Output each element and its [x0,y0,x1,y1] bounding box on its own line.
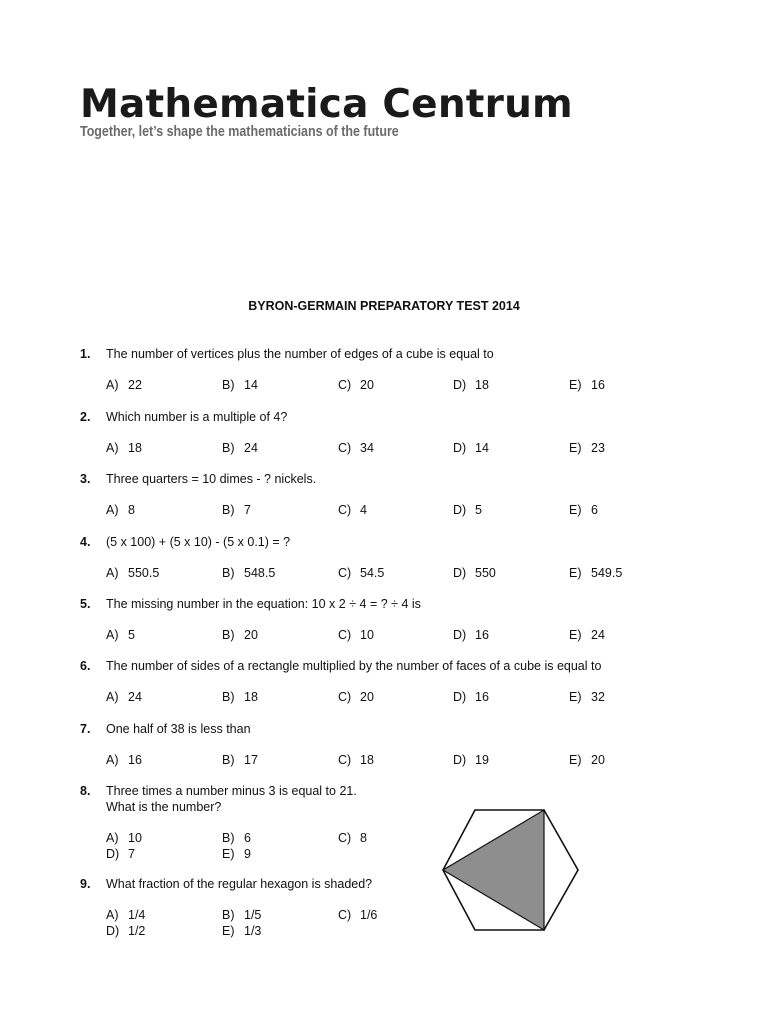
option-letter: C) [338,753,352,767]
answer-option[interactable] [569,377,605,393]
option-value: 19 [475,753,489,767]
question-1 [80,346,680,393]
option-value: 17 [244,753,258,767]
hexagon-figure [441,808,581,934]
option-letter: D) [453,566,467,580]
option-letter: C) [338,441,352,455]
answer-option[interactable] [106,377,142,393]
answer-options [80,627,680,643]
option-letter: A) [106,378,119,392]
option-value: 5 [475,503,482,517]
answer-option[interactable] [569,440,605,456]
answer-option[interactable] [569,752,605,768]
option-letter: D) [453,628,467,642]
option-letter: A) [106,503,119,517]
question-number: 9. [80,877,91,891]
question-8 [80,783,680,862]
option-letter: D) [106,924,120,938]
question-text: The missing number in the equation: 10 x 2 ÷ 4 = ? ÷ 4 is [106,597,421,611]
option-letter: C) [338,628,352,642]
answer-option[interactable] [222,565,275,581]
question-2 [80,409,680,456]
shaded-triangle [443,810,544,930]
option-letter: A) [106,690,119,704]
option-letter: E) [569,503,582,517]
option-letter: E) [222,847,235,861]
answer-options [80,440,680,456]
answer-option[interactable] [222,502,251,518]
option-letter: B) [222,690,235,704]
question-number: 5. [80,597,91,611]
option-letter: A) [106,831,119,845]
option-value: 4 [360,503,367,517]
test-title: BYRON-GERMAIN PREPARATORY TEST 2014 [248,299,520,313]
answer-option[interactable] [453,752,489,768]
answer-option[interactable] [106,627,135,643]
answer-option[interactable] [338,689,374,705]
option-letter: E) [569,628,582,642]
question-7 [80,721,680,768]
option-letter: B) [222,441,235,455]
option-letter: D) [453,441,467,455]
question-number: 3. [80,472,91,486]
option-value: 34 [360,441,374,455]
answer-option[interactable] [338,830,367,846]
option-value: 9 [244,847,251,861]
answer-options [80,923,680,939]
option-letter: C) [338,566,352,580]
option-letter: D) [106,847,120,861]
option-value: 32 [591,690,605,704]
question-3 [80,471,680,518]
question-text: What fraction of the regular hexagon is shaded? [106,877,373,891]
option-value: 18 [128,441,142,455]
answer-option[interactable] [106,830,142,846]
option-value: 16 [591,378,605,392]
option-letter: C) [338,690,352,704]
option-value: 8 [360,831,367,845]
answer-options [80,565,680,581]
question-number: 7. [80,722,91,736]
question-9 [80,876,680,939]
option-letter: B) [222,628,235,642]
option-value: 1/2 [128,924,146,938]
option-value: 550 [475,566,496,580]
question-number: 2. [80,410,91,424]
answer-option[interactable] [338,502,367,518]
answer-option[interactable] [453,377,489,393]
option-value: 8 [128,503,135,517]
answer-option[interactable] [222,689,258,705]
question-text: One half of 38 is less than [106,722,251,736]
answer-options [80,689,680,705]
answer-option[interactable] [453,689,489,705]
option-letter: D) [453,378,467,392]
option-value: 548.5 [244,566,276,580]
option-letter: B) [222,831,235,845]
question-number: 1. [80,347,91,361]
answer-option[interactable] [106,565,159,581]
brand-title: Mathematica Centrum [80,82,573,127]
answer-option[interactable] [106,440,142,456]
option-letter: C) [338,503,352,517]
option-value: 1/3 [244,924,262,938]
option-letter: B) [222,378,235,392]
option-value: 20 [360,378,374,392]
question-6 [80,658,680,705]
answer-option[interactable] [106,502,135,518]
question-5 [80,596,680,643]
answer-option[interactable] [338,907,377,923]
option-letter: E) [569,566,582,580]
option-value: 18 [244,690,258,704]
option-value: 24 [244,441,258,455]
answer-option[interactable] [106,752,142,768]
answer-option[interactable] [338,627,374,643]
option-value: 16 [475,690,489,704]
question-text: The number of vertices plus the number of edges of a cube is equal to [106,347,494,361]
answer-option[interactable] [222,440,258,456]
answer-option[interactable] [222,907,261,923]
answer-option[interactable] [106,689,142,705]
option-letter: A) [106,628,119,642]
option-value: 14 [475,441,489,455]
option-value: 23 [591,441,605,455]
option-value: 549.5 [591,566,623,580]
answer-options [80,502,680,518]
option-value: 6 [591,503,598,517]
option-letter: D) [453,690,467,704]
option-value: 18 [475,378,489,392]
option-letter: E) [569,753,582,767]
option-value: 550.5 [128,566,160,580]
header [80,82,573,140]
option-value: 16 [475,628,489,642]
answer-option[interactable] [222,627,258,643]
option-letter: B) [222,908,235,922]
option-value: 22 [128,378,142,392]
option-letter: C) [338,831,352,845]
option-letter: D) [453,753,467,767]
option-letter: C) [338,908,352,922]
option-letter: E) [222,924,235,938]
option-value: 54.5 [360,566,385,580]
option-value: 10 [128,831,142,845]
question-number: 8. [80,784,91,798]
question-text: Three quarters = 10 dimes - ? nickels. [106,472,317,486]
option-value: 20 [360,690,374,704]
answer-option[interactable] [453,565,496,581]
option-letter: B) [222,566,235,580]
option-value: 1/4 [128,908,146,922]
answer-option[interactable] [338,377,374,393]
answer-option[interactable] [453,627,489,643]
answer-options [80,377,680,393]
question-text: What is the number? [106,800,222,814]
answer-options [80,907,680,923]
answer-options [80,846,680,862]
option-value: 10 [360,628,374,642]
option-letter: A) [106,908,119,922]
answer-option[interactable] [338,752,374,768]
option-letter: E) [569,441,582,455]
option-value: 1/6 [360,908,378,922]
answer-option[interactable] [569,627,605,643]
answer-option[interactable] [106,923,145,939]
option-letter: D) [453,503,467,517]
answer-option[interactable] [222,752,258,768]
option-letter: B) [222,753,235,767]
answer-option[interactable] [222,923,261,939]
brand-tagline: Together, let’s shape the mathematicians of the future [80,124,399,140]
answer-option[interactable] [222,846,251,862]
answer-option[interactable] [569,565,622,581]
option-letter: C) [338,378,352,392]
answer-option[interactable] [569,502,598,518]
option-value: 14 [244,378,258,392]
option-value: 20 [591,753,605,767]
option-value: 16 [128,753,142,767]
option-value: 20 [244,628,258,642]
option-letter: A) [106,753,119,767]
answer-option[interactable] [106,846,135,862]
question-4 [80,534,680,581]
option-value: 5 [128,628,135,642]
option-letter: A) [106,566,119,580]
option-letter: A) [106,441,119,455]
answer-option[interactable] [453,502,482,518]
option-value: 7 [244,503,251,517]
answer-option[interactable] [222,830,251,846]
option-value: 1/5 [244,908,262,922]
answer-option[interactable] [569,689,605,705]
option-letter: B) [222,503,235,517]
question-text: (5 x 100) + (5 x 10) - (5 x 0.1) = ? [106,535,291,549]
option-letter: E) [569,378,582,392]
answer-option[interactable] [106,907,145,923]
option-value: 24 [128,690,142,704]
answer-option[interactable] [338,565,384,581]
question-number: 6. [80,659,91,673]
answer-option[interactable] [222,377,258,393]
question-text: Which number is a multiple of 4? [106,410,288,424]
option-letter: E) [569,690,582,704]
option-value: 7 [128,847,135,861]
answer-options [80,752,680,768]
option-value: 24 [591,628,605,642]
answer-options [80,830,680,846]
option-value: 18 [360,753,374,767]
question-text: Three times a number minus 3 is equal to 21. [106,784,357,798]
option-value: 6 [244,831,251,845]
answer-option[interactable] [338,440,374,456]
question-number: 4. [80,535,91,549]
answer-option[interactable] [453,440,489,456]
question-text: The number of sides of a rectangle multiplied by the number of faces of a cube is equal to [106,659,602,673]
